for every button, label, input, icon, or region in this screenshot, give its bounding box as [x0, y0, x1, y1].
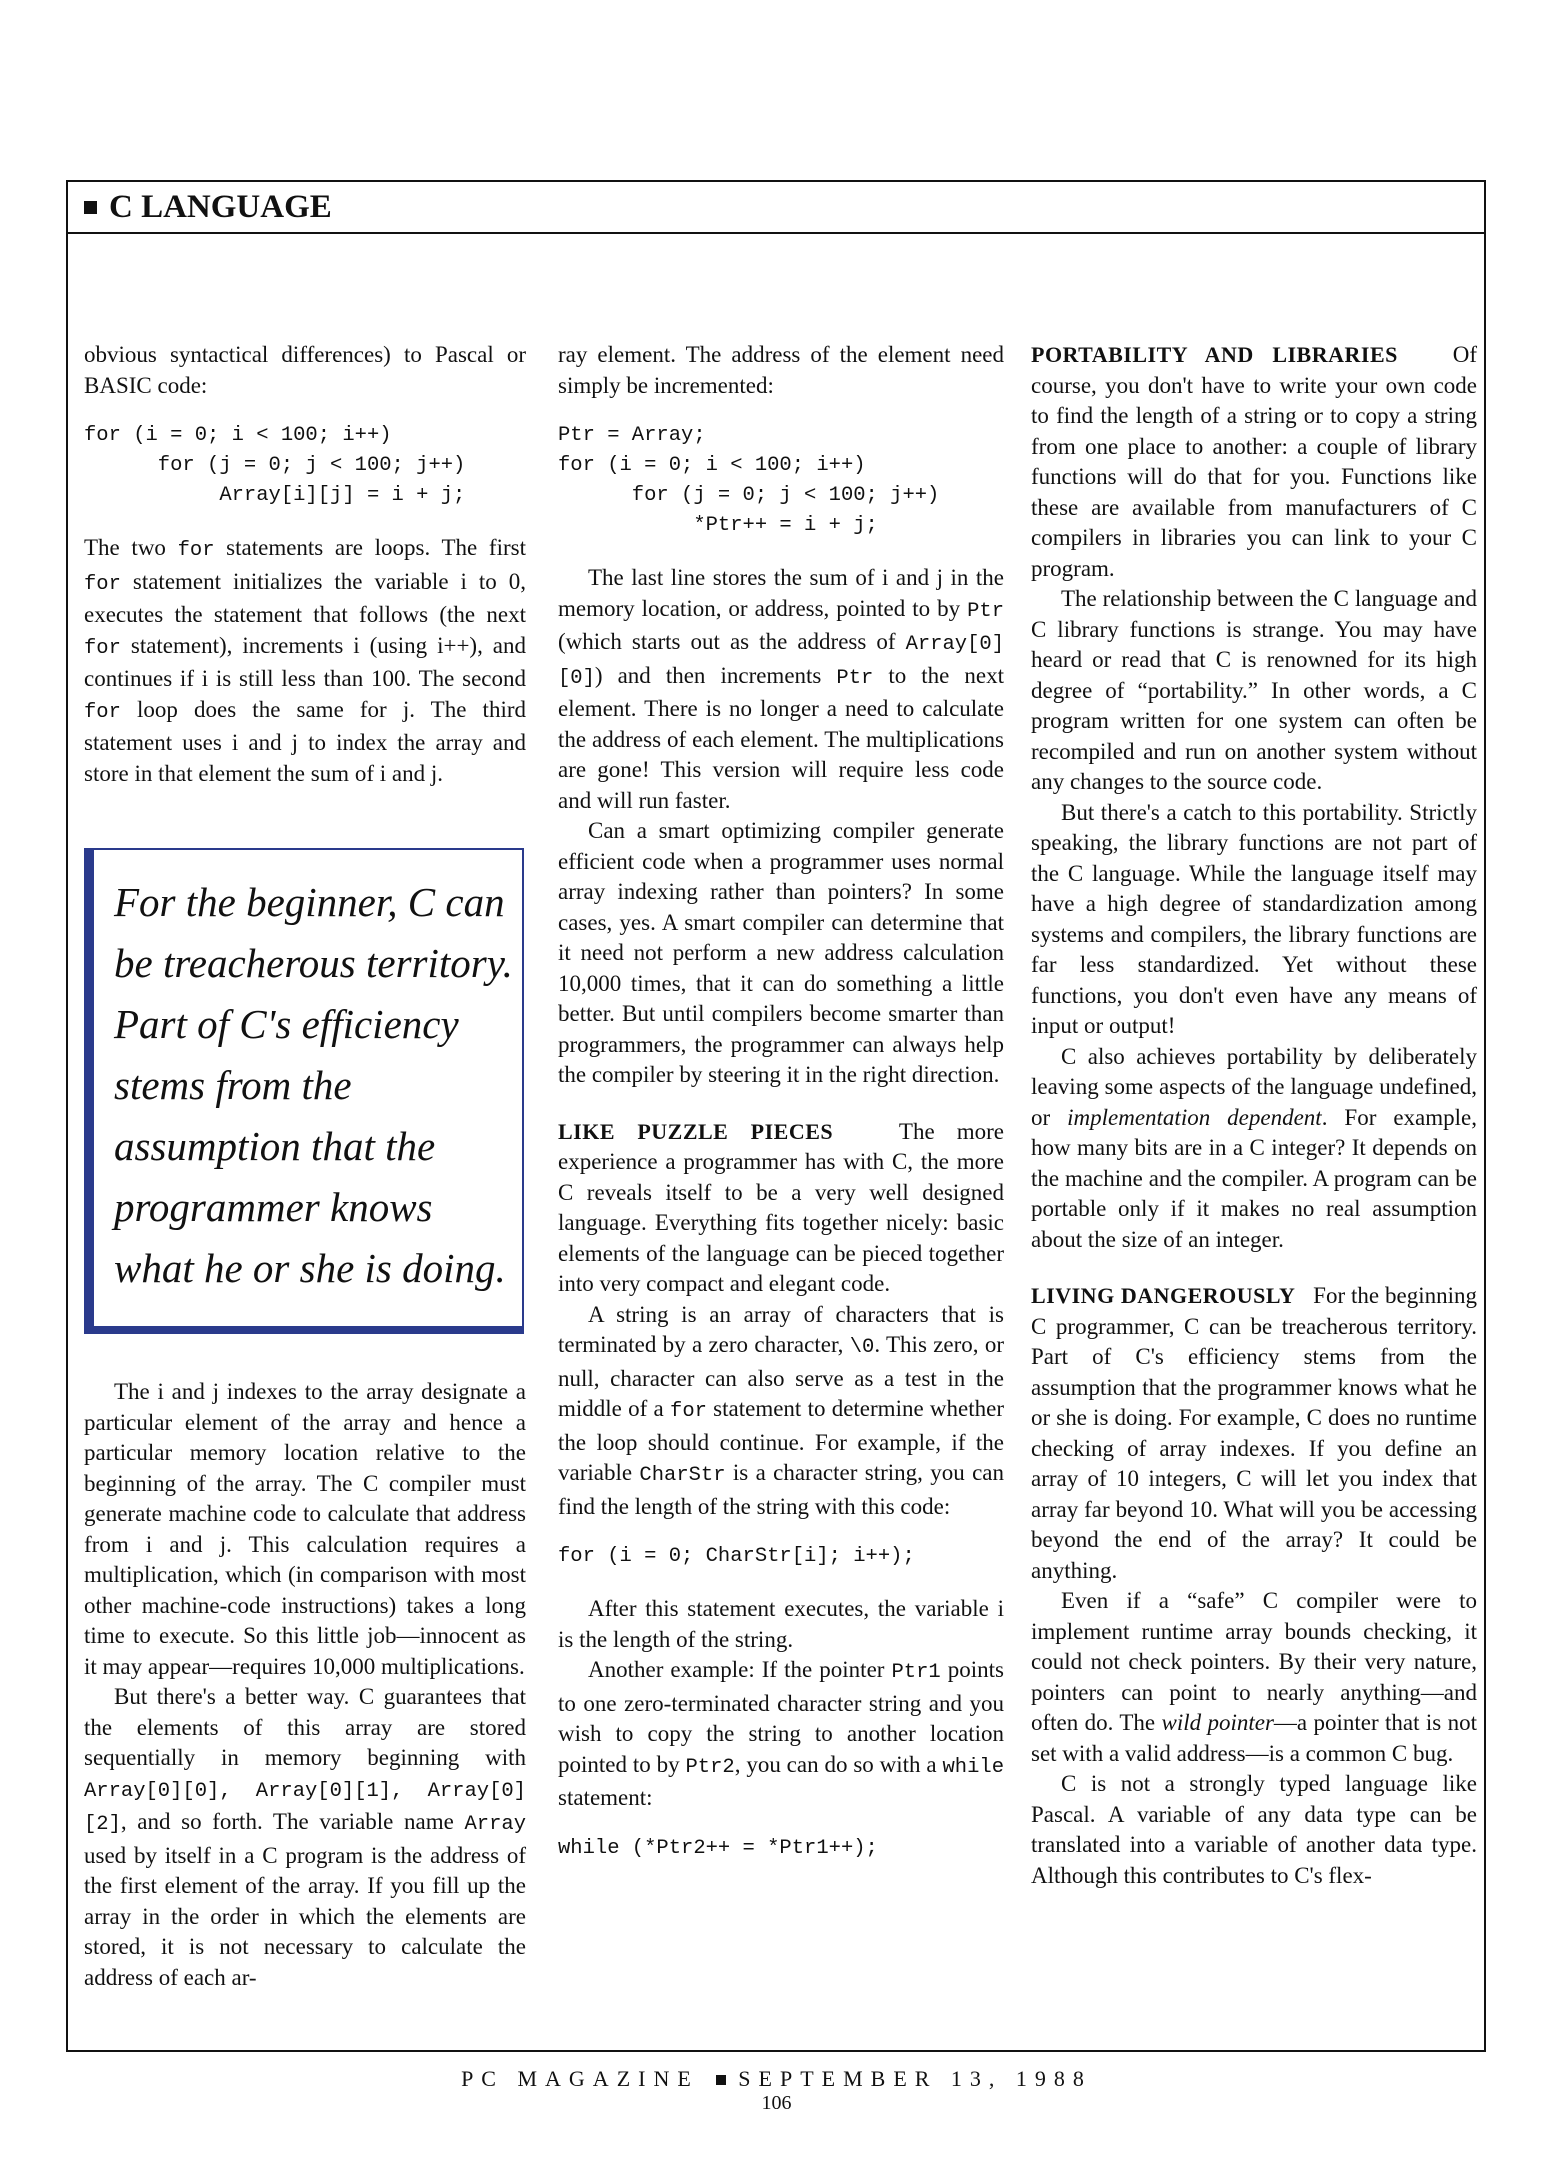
code-block: while (*Ptr2++ = *Ptr1++); — [558, 1836, 878, 1860]
subhead: LIVING DANGEROUSLY — [1031, 1283, 1296, 1308]
paragraph: But there's a better way. C guarantees that the elements of this array are stored sequentially in memory beginning with Array[0][0], Array[0][1], Array[0][2], and so forth. The variable name Array used by itself in a C program is the address of the first element of the array. If you fill up the array in the order in which the elements are stored, it is not necessary to calculate the address of each ar- — [84, 1684, 526, 1990]
paragraph: C is not a strongly typed language like Pascal. A variable of any data type can be translated into a variable of another data type. Although this contributes to C's flex- — [1031, 1771, 1477, 1888]
paragraph: C also achieves portability by deliberately leaving some aspects of the language undefined, or implementation dependent. For example, how many bits are in a C integer? It depends on the machine and the compiler. A program can be portable only if it makes no real assumption about the size of an integer. — [1031, 1043, 1477, 1252]
section-header — [66, 180, 1486, 234]
column-1-lower — [84, 1377, 526, 1993]
paragraph: The two for statements are loops. The first for statement initializes the variable i to 0, executes the statement that follows (the next for statement), increments i (using i++), and continues if i is still less than 100. The second for loop does the same for j. The third statement uses i and j to index the array and store in that element the sum of i and j. — [84, 535, 526, 786]
code-block: for (i = 0; CharStr[i]; i++); — [558, 1545, 915, 1568]
paragraph: obvious syntactical differences) to Pascal or BASIC code: — [84, 342, 526, 398]
paragraph: LIVING DANGEROUSLY For the beginning C programmer, C can be treacherous territory. Part of C's efficiency stems from the assumption that the programmer knows what he or she is doing. For example, C does no runtime checking of array indexes. If you define an array of 10 integers, C will let you index that array far beyond 10. What will you be accessing beyond the end of the array? It could be anything. — [1031, 1283, 1477, 1583]
pull-quote — [84, 848, 524, 1334]
page-footer — [0, 2066, 1553, 2115]
code-block: for (i = 0; i < 100; i++) for (j = 0; j < 100; j++) Array[i][j] = i + j; — [84, 424, 466, 507]
square-bullet-icon — [84, 201, 97, 214]
paragraph: A string is an array of characters that is terminated by a zero character, \0. This zero, or null, character can also serve as a test in the middle of a for statement to determine whether the loop should continue. For example, if the variable CharStr is a character string, you can find the length of the string with this code: — [558, 1301, 1004, 1519]
column-1 — [84, 340, 526, 789]
paragraph: Even if a “safe” C compiler were to implement runtime array bounds checking, it could not check pointers. By their very nature, pointers can point to nearly anything—and often do. The wild pointer—a pointer that is not set with a valid address—is a common C bug. — [1031, 1588, 1477, 1766]
issue-date: SEPTEMBER 13, 1988 — [738, 2066, 1092, 2091]
section-title: C LANGUAGE — [109, 188, 332, 225]
paragraph: The i and j indexes to the array designate a particular element of the array and hence a particular memory location relative to the beginning of the array. The C compiler must generate machine code to calculate that address from i and j. This calculation requires a multiplication, which (in comparison with most other machine-code instructions) takes a long time to execute. So this little job—innocent as it may appear—requires 10,000 multiplications. — [84, 1379, 526, 1679]
pull-quote-text: For the beginner, C can be treacherous territory. Part of C's efficiency stems from the assumption that the programmer knows what he or she is doing. — [114, 879, 513, 1291]
column-3 — [1031, 340, 1477, 1891]
code-block: Ptr = Array; for (i = 0; i < 100; i++) for (j = 0; j < 100; j++) *Ptr++ = i + j; — [558, 424, 940, 537]
paragraph: But there's a catch to this portability. Strictly speaking, the library functions are not part of the C language. While the language itself may have a high degree of standardization among systems and compilers, the library functions are far less standardized. Yet without these functions, you don't even have any means of input or output! — [1031, 799, 1477, 1038]
square-bullet-icon — [716, 2075, 726, 2085]
magazine-name: PC MAGAZINE — [461, 2066, 699, 2091]
paragraph: PORTABILITY AND LIBRARIES Of course, you don't have to write your own code to find the length of a string or to copy a string from one place to another: a couple of library functions will do that for you. Functions like these are available from manufacturers of C compilers in libraries you can link to your C program. — [1031, 342, 1477, 581]
subhead: PORTABILITY AND LIBRARIES — [1031, 342, 1398, 367]
paragraph: Another example: If the pointer Ptr1 points to one zero-terminated character string and you wish to copy the string to another location pointed to by Ptr2, you can do so with a while statement: — [558, 1657, 1005, 1810]
column-2 — [558, 340, 1004, 1886]
paragraph: After this statement executes, the variable i is the length of the string. — [558, 1596, 1004, 1652]
paragraph: ray element. The address of the element need simply be incremented: — [558, 342, 1004, 398]
subhead: LIKE PUZZLE PIECES — [558, 1118, 834, 1144]
paragraph: The last line stores the sum of i and j in the memory location, or address, pointed to by Ptr (which starts out as the address of Array[0][0]) and then increments Ptr to the next element. There is no longer a need to calculate the address of each element. The multiplications are gone! This version will require less code and will run faster. — [558, 565, 1004, 813]
paragraph: LIKE PUZZLE PIECES The more experience a programmer has with C, the more C reveals itself to be a very well designed language. Everything fits together nicely: basic elements of the language can be pieced together into very compact and elegant code. — [558, 1118, 1004, 1296]
paragraph: The relationship between the C language and C library functions is strange. You may have heard or read that C is renowned for its high degree of “portability.” In other words, a C program written for one system can often be recompiled and run on another system without any changes to the source code. — [1031, 586, 1477, 794]
page-number: 106 — [761, 2092, 792, 2114]
paragraph: Can a smart optimizing compiler generate efficient code when a programmer uses normal array indexing rather than pointers? In some cases, yes. A smart compiler can determine that it need not perform a new address calculation 10,000 times, that it can do something a little better. But until compilers become smarter than programmers, the programmer can always help the compiler by steering it in the right direction. — [558, 818, 1004, 1087]
